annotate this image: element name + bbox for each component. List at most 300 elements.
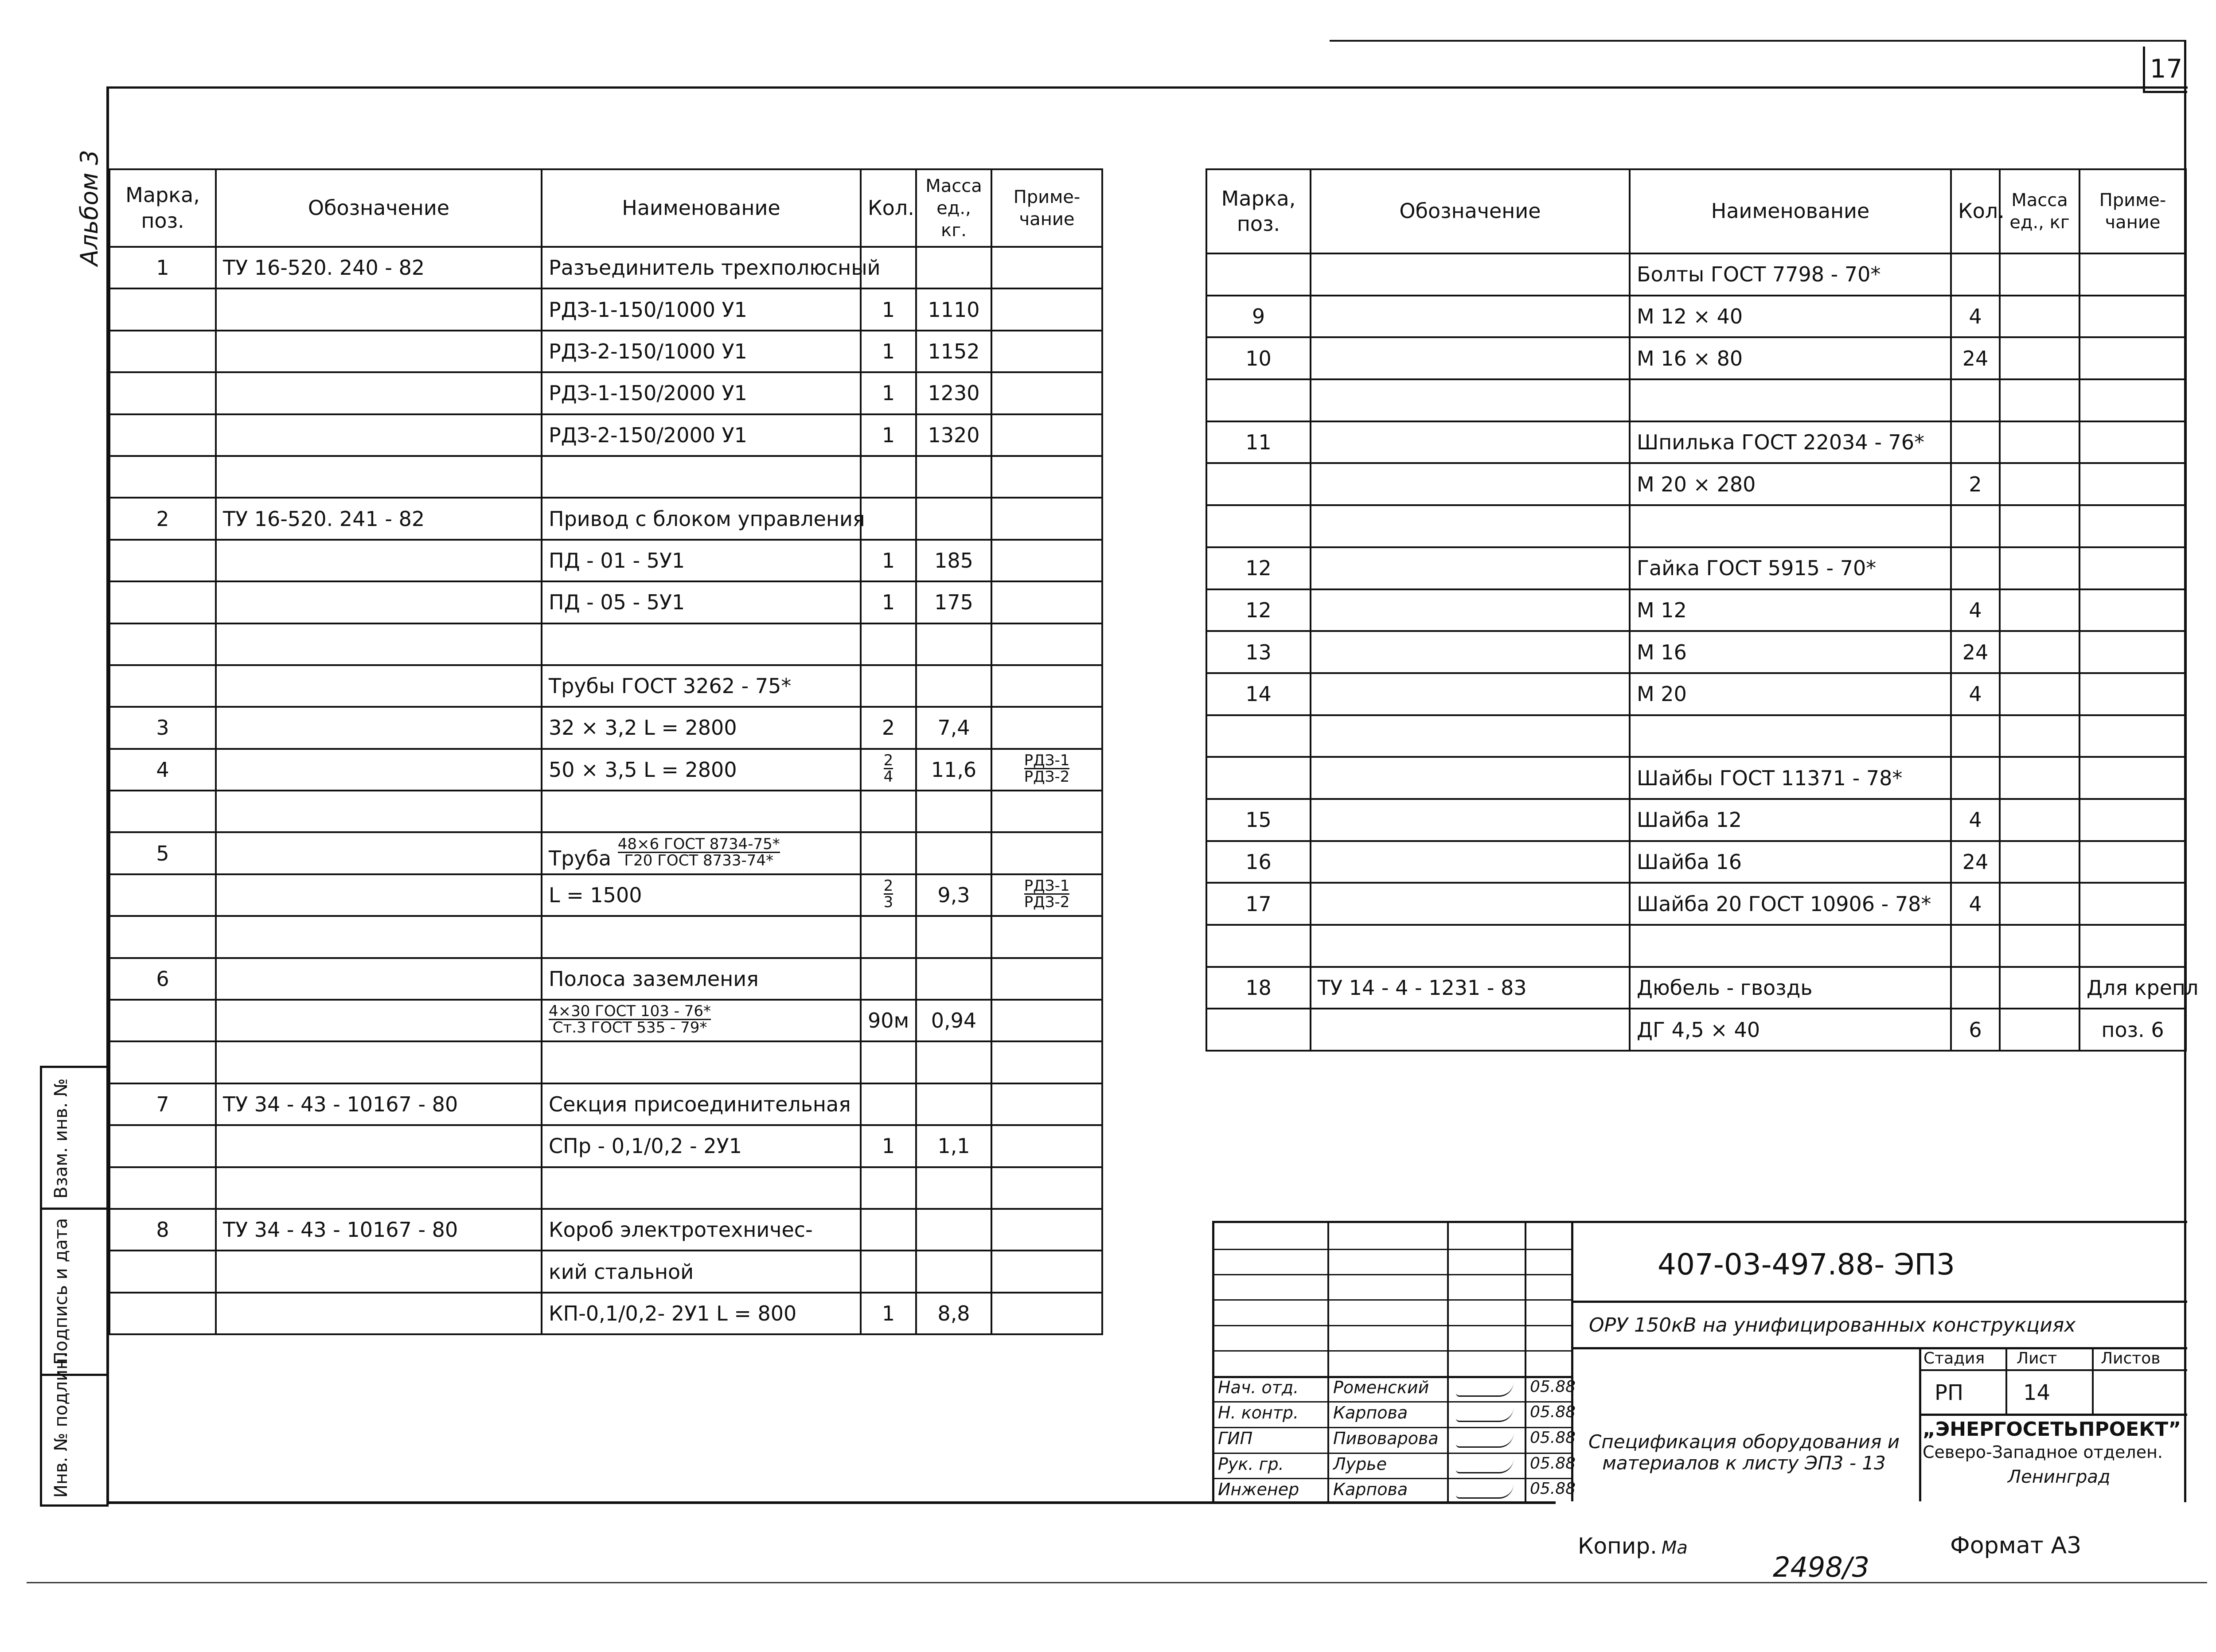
cell-qty xyxy=(861,665,916,707)
cell-mark xyxy=(109,581,216,623)
cell-name: М 16 xyxy=(1630,631,1951,673)
cell-mass xyxy=(916,623,991,665)
cell-qty: 4 xyxy=(1951,883,2000,925)
cell-qty xyxy=(861,1251,916,1292)
cell-name: М 16 × 80 xyxy=(1630,337,1951,379)
table-row xyxy=(109,1000,1102,1041)
cell-designation xyxy=(1311,841,1630,883)
staff-name: Карпова xyxy=(1333,1480,1408,1499)
cell-mass xyxy=(916,916,991,958)
table-row xyxy=(109,581,1102,623)
cell-designation xyxy=(1311,463,1630,505)
cell-name: Шайба 16 xyxy=(1630,841,1951,883)
staff-date: 05.88 xyxy=(1530,1403,1576,1421)
cell-note xyxy=(991,498,1102,539)
cell-name: Шайба 20 ГОСТ 10906 - 78* xyxy=(1630,883,1951,925)
note-fraction: $\frac{\text{РДЗ-1}}{\text{РДЗ-2}}$ xyxy=(1024,751,1070,786)
staff-name: Карпова xyxy=(1333,1403,1408,1422)
cell-mass xyxy=(2000,505,2079,547)
table-row xyxy=(1206,925,2186,967)
cell-mass xyxy=(2000,1009,2079,1051)
cell-designation xyxy=(216,414,542,456)
table-row xyxy=(109,414,1102,456)
cell-name: Шайбы ГОСТ 11371 - 78* xyxy=(1630,757,1951,799)
cell-note xyxy=(991,372,1102,414)
table-row xyxy=(1206,673,2186,715)
cell-name xyxy=(1630,505,1951,547)
stage-label: Стадия xyxy=(1923,1349,1985,1368)
cell-name: ПД - 01 - 5У1 xyxy=(542,540,861,581)
cell-mark: 17 xyxy=(1206,883,1311,925)
table-row xyxy=(109,1293,1102,1334)
cell-mass: 9,3 xyxy=(916,874,991,916)
table-row xyxy=(1206,1009,2186,1051)
cell-qty: 24 xyxy=(1951,631,2000,673)
staff-date: 05.88 xyxy=(1530,1480,1576,1498)
header-qty: Кол. xyxy=(861,169,916,247)
cell-designation xyxy=(1311,253,1630,296)
scan-bottom-line xyxy=(27,1582,2207,1583)
title-block xyxy=(1212,1221,2187,1504)
sheet-number: 14 xyxy=(2023,1380,2051,1405)
cell-name: Короб электротехничес- xyxy=(542,1209,861,1251)
cell-qty: 1 xyxy=(861,414,916,456)
frame-top-line xyxy=(1330,40,2185,42)
cell-designation xyxy=(216,749,542,791)
cell-name xyxy=(1630,925,1951,967)
org-name: „ЭНЕРГОСЕТЬПРОЕКТ” xyxy=(1923,1418,2181,1441)
cell-name: Дюбель - гвоздь xyxy=(1630,967,1951,1009)
cell-designation xyxy=(216,1125,542,1167)
cell-qty: 1 xyxy=(861,1125,916,1167)
header-mass: Масса ед., кг xyxy=(2000,169,2079,253)
cell-mass xyxy=(916,1041,991,1083)
cell-mark xyxy=(109,1167,216,1209)
cell-qty xyxy=(1951,253,2000,296)
table-row xyxy=(1206,463,2186,505)
cell-designation xyxy=(216,1293,542,1334)
cell-designation xyxy=(1311,589,1630,631)
cell-name: РДЗ-1-150/1000 У1 xyxy=(542,288,861,330)
cell-qty xyxy=(1951,421,2000,464)
table-row xyxy=(109,1251,1102,1292)
cell-note xyxy=(991,414,1102,456)
cell-name: РДЗ-1-150/2000 У1 xyxy=(542,372,861,414)
cell-qty: 1 xyxy=(861,1293,916,1334)
cell-mass xyxy=(2000,841,2079,883)
table-row xyxy=(109,288,1102,330)
staff-date: 05.88 xyxy=(1530,1454,1576,1473)
cell-mass xyxy=(916,832,991,874)
table-row xyxy=(1206,967,2186,1009)
doc-code: 407-03-497.88- ЭП3 xyxy=(1658,1247,1955,1282)
cell-mark: 6 xyxy=(109,958,216,1000)
cell-mark xyxy=(109,288,216,330)
cell-qty: 4 xyxy=(1951,296,2000,338)
cell-mass: 1152 xyxy=(916,331,991,372)
cell-name: РДЗ-2-150/1000 У1 xyxy=(542,331,861,372)
sheet-title: Спецификация оборудования и материалов к листу ЭП3 - 13 xyxy=(1588,1431,1900,1474)
cell-name: Гайка ГОСТ 5915 - 70* xyxy=(1630,547,1951,589)
cell-designation xyxy=(1311,547,1630,589)
cell-mass xyxy=(2000,547,2079,589)
cell-mark: 18 xyxy=(1206,967,1311,1009)
cell-qty: 4 xyxy=(1951,589,2000,631)
cell-note xyxy=(2079,296,2186,338)
cell-mass xyxy=(2000,253,2079,296)
table-row xyxy=(109,1209,1102,1251)
cell-qty: 24 xyxy=(1951,841,2000,883)
cell-name xyxy=(542,1041,861,1083)
cell-mass xyxy=(916,791,991,832)
cell-name: кий стальной xyxy=(542,1251,861,1292)
header-note: Приме-чание xyxy=(2079,169,2186,253)
cell-name: Шайба 12 xyxy=(1630,799,1951,841)
cell-mass xyxy=(916,498,991,539)
cell-mark: 4 xyxy=(109,749,216,791)
cell-qty xyxy=(861,958,916,1000)
cell-designation: ТУ 16-520. 240 - 82 xyxy=(216,247,542,288)
cell-designation xyxy=(216,1000,542,1041)
right-spec-table xyxy=(1206,168,2199,1052)
table-row xyxy=(109,916,1102,958)
cell-mass: 1320 xyxy=(916,414,991,456)
table-row xyxy=(109,247,1102,288)
signature-date-label: Подпись и дата xyxy=(51,1218,71,1365)
cell-name: Трубы ГОСТ 3262 - 75* xyxy=(542,665,861,707)
cell-mass xyxy=(916,665,991,707)
cell-note xyxy=(2079,841,2186,883)
cell-qty: 90м xyxy=(861,1000,916,1041)
cell-qty: 1 xyxy=(861,540,916,581)
cell-qty xyxy=(861,1041,916,1083)
cell-note xyxy=(991,707,1102,748)
cell-mark: 2 xyxy=(109,498,216,539)
cell-note xyxy=(991,1167,1102,1209)
cell-name: ПД - 05 - 5У1 xyxy=(542,581,861,623)
cell-note xyxy=(991,916,1102,958)
cell-mass: 185 xyxy=(916,540,991,581)
cell-name xyxy=(542,456,861,498)
cell-mass xyxy=(2000,631,2079,673)
cell-note xyxy=(991,288,1102,330)
cell-qty xyxy=(861,498,916,539)
cell-qty: 6 xyxy=(1951,1009,2000,1051)
table-row xyxy=(1206,631,2186,673)
cell-mass: 7,4 xyxy=(916,707,991,748)
table-row xyxy=(109,540,1102,581)
cell-mark: 3 xyxy=(109,707,216,748)
project-title: ОРУ 150кВ на унифицированных конструкциях xyxy=(1589,1314,2076,1336)
cell-qty xyxy=(861,749,916,791)
cell-designation xyxy=(216,372,542,414)
cell-mark xyxy=(1206,253,1311,296)
cell-qty: 1 xyxy=(861,331,916,372)
cell-mass xyxy=(916,1251,991,1292)
qty-fraction: $\frac{2}{3}$ xyxy=(883,877,893,912)
cell-mark: 7 xyxy=(109,1083,216,1125)
cell-mass: 1,1 xyxy=(916,1125,991,1167)
cell-qty: 2 xyxy=(861,707,916,748)
staff-name: Роменский xyxy=(1333,1378,1429,1397)
staff-role: Нач. отд. xyxy=(1218,1378,1299,1397)
cell-qty xyxy=(1951,925,2000,967)
cell-designation xyxy=(1311,296,1630,338)
cell-qty xyxy=(861,1209,916,1251)
cell-mass xyxy=(2000,757,2079,799)
cell-qty xyxy=(861,1167,916,1209)
cell-name xyxy=(1630,715,1951,757)
sheets-label: Листов xyxy=(2101,1349,2161,1368)
cell-mark xyxy=(1206,505,1311,547)
header-mark: Марка, поз. xyxy=(109,169,216,247)
table-row xyxy=(109,372,1102,414)
cell-designation xyxy=(216,1041,542,1083)
staff-role: Н. контр. xyxy=(1218,1403,1299,1422)
cell-mark: 10 xyxy=(1206,337,1311,379)
table-row xyxy=(109,331,1102,372)
format-label: Формат А3 xyxy=(1950,1532,2082,1559)
cell-designation xyxy=(216,288,542,330)
cell-note xyxy=(991,540,1102,581)
cell-designation xyxy=(216,1167,542,1209)
cell-mark: 14 xyxy=(1206,673,1311,715)
cell-note xyxy=(991,749,1102,791)
cell-qty xyxy=(861,1083,916,1125)
cell-name: СПр - 0,1/0,2 - 2У1 xyxy=(542,1125,861,1167)
cell-note xyxy=(991,874,1102,916)
cell-note xyxy=(2079,925,2186,967)
table-row xyxy=(109,1125,1102,1167)
cell-mark xyxy=(109,791,216,832)
cell-mass xyxy=(2000,799,2079,841)
cell-name: М 12 xyxy=(1630,589,1951,631)
cell-qty xyxy=(1951,757,2000,799)
cell-note xyxy=(2079,337,2186,379)
cell-qty xyxy=(1951,379,2000,421)
cell-mass xyxy=(2000,925,2079,967)
cell-designation: ТУ 14 - 4 - 1231 - 83 xyxy=(1311,967,1630,1009)
stage-value: РП xyxy=(1935,1380,1964,1405)
table-row xyxy=(109,623,1102,665)
cell-mass xyxy=(2000,589,2079,631)
cell-name xyxy=(542,791,861,832)
cell-mass xyxy=(916,1209,991,1251)
table-row xyxy=(109,749,1102,791)
cell-mark xyxy=(109,916,216,958)
cell-qty: 2 xyxy=(1951,463,2000,505)
order-number: 2498/3 xyxy=(1773,1551,1870,1583)
cell-mark: 11 xyxy=(1206,421,1311,464)
cell-qty xyxy=(861,623,916,665)
cell-note xyxy=(2079,715,2186,757)
cell-name: Шпилька ГОСТ 22034 - 76* xyxy=(1630,421,1951,464)
cell-mass xyxy=(916,1083,991,1125)
signature-mark xyxy=(1456,1382,1514,1397)
cell-mass xyxy=(2000,421,2079,464)
cell-mark: 12 xyxy=(1206,589,1311,631)
staff-name: Пивоварова xyxy=(1333,1429,1439,1448)
cell-mark xyxy=(109,414,216,456)
cell-designation xyxy=(1311,379,1630,421)
cell-mass xyxy=(2000,715,2079,757)
header-designation: Обозначение xyxy=(216,169,542,247)
cell-mark xyxy=(109,1125,216,1167)
table-row xyxy=(1206,547,2186,589)
cell-note xyxy=(991,623,1102,665)
cell-note xyxy=(2079,757,2186,799)
cell-qty: 1 xyxy=(861,288,916,330)
cell-mark xyxy=(109,665,216,707)
cell-name xyxy=(542,1167,861,1209)
cell-note xyxy=(991,1041,1102,1083)
cell-designation xyxy=(1311,337,1630,379)
cell-mass xyxy=(2000,337,2079,379)
cell-name: М 20 × 280 xyxy=(1630,463,1951,505)
cell-designation xyxy=(1311,673,1630,715)
cell-note xyxy=(991,832,1102,874)
cell-mark xyxy=(109,1293,216,1334)
cell-designation xyxy=(216,832,542,874)
cell-name: L = 1500 xyxy=(542,874,861,916)
table-row xyxy=(1206,883,2186,925)
cell-mass xyxy=(2000,967,2079,1009)
cell-qty xyxy=(1951,715,2000,757)
cell-mark: 8 xyxy=(109,1209,216,1251)
inv-original-label: Инв. № подлин. xyxy=(51,1352,71,1498)
cell-note xyxy=(2079,799,2186,841)
cell-mass: 175 xyxy=(916,581,991,623)
cell-qty: 4 xyxy=(1951,799,2000,841)
signature-mark xyxy=(1456,1459,1514,1473)
cell-name xyxy=(542,1000,861,1041)
cell-qty: 4 xyxy=(1951,673,2000,715)
cell-mark: 16 xyxy=(1206,841,1311,883)
cell-mass xyxy=(2000,883,2079,925)
cell-qty xyxy=(861,916,916,958)
cell-note xyxy=(991,581,1102,623)
cell-qty: 1 xyxy=(861,372,916,414)
cell-designation xyxy=(216,456,542,498)
cell-name: Труба $\frac{\text{48×6 ГОСТ 8734-75*}}{\text{Г20 ГОСТ 8733-74*}}$ xyxy=(542,832,861,874)
cell-mass xyxy=(2000,379,2079,421)
copy-signature: Ма xyxy=(1661,1538,1688,1558)
cell-name xyxy=(542,623,861,665)
table-row xyxy=(1206,296,2186,338)
header-name: Наименование xyxy=(1630,169,1951,253)
cell-designation xyxy=(1311,757,1630,799)
cell-name: РДЗ-2-150/2000 У1 xyxy=(542,414,861,456)
table-row xyxy=(1206,715,2186,757)
table-row xyxy=(109,958,1102,1000)
staff-name: Лурье xyxy=(1333,1454,1387,1474)
cell-note xyxy=(991,456,1102,498)
signature-mark xyxy=(1456,1407,1514,1422)
cell-mass: 0,94 xyxy=(916,1000,991,1041)
table-row xyxy=(109,874,1102,916)
cell-mark xyxy=(1206,379,1311,421)
album-label: Альбом 3 xyxy=(75,150,103,266)
staff-date: 05.88 xyxy=(1530,1378,1576,1396)
cell-designation xyxy=(216,916,542,958)
cell-note: поз. 6 xyxy=(2079,1009,2186,1051)
table-row xyxy=(109,498,1102,539)
cell-designation xyxy=(216,581,542,623)
cell-mass: 1230 xyxy=(916,372,991,414)
cell-mark xyxy=(109,623,216,665)
cell-name: 32 × 3,2 L = 2800 xyxy=(542,707,861,748)
staff-date: 05.88 xyxy=(1530,1429,1576,1447)
cell-name: 50 × 3,5 L = 2800 xyxy=(542,749,861,791)
cell-note xyxy=(991,1000,1102,1041)
table-row xyxy=(1206,505,2186,547)
cell-note xyxy=(991,331,1102,372)
table-row xyxy=(109,832,1102,874)
cell-note xyxy=(991,1209,1102,1251)
header-designation: Обозначение xyxy=(1311,169,1630,253)
header-mark: Марка, поз. xyxy=(1206,169,1311,253)
org-city: Ленинград xyxy=(2008,1467,2111,1487)
cell-mark xyxy=(109,874,216,916)
cell-mark: 1 xyxy=(109,247,216,288)
cell-designation xyxy=(1311,883,1630,925)
cell-name: Разъединитель трехполюсный xyxy=(542,247,861,288)
cell-designation xyxy=(1311,1009,1630,1051)
cell-designation xyxy=(216,623,542,665)
copy-label: Копир. Ма xyxy=(1578,1533,1688,1559)
cell-designation xyxy=(216,958,542,1000)
cell-note: Для крепл xyxy=(2079,967,2186,1009)
cell-note xyxy=(2079,421,2186,464)
cell-mass xyxy=(2000,463,2079,505)
table-row xyxy=(1206,421,2186,464)
sheet-label: Лист xyxy=(2017,1349,2057,1368)
cell-mark xyxy=(109,331,216,372)
cell-note xyxy=(991,791,1102,832)
header-note: Приме-чание xyxy=(991,169,1102,247)
cell-mark xyxy=(1206,757,1311,799)
cell-mass: 1110 xyxy=(916,288,991,330)
cell-mark xyxy=(1206,463,1311,505)
signature-mark xyxy=(1456,1433,1514,1448)
cell-name: ДГ 4,5 × 40 xyxy=(1630,1009,1951,1051)
table-row xyxy=(1206,379,2186,421)
cell-mark: 15 xyxy=(1206,799,1311,841)
table-row xyxy=(1206,253,2186,296)
cell-designation xyxy=(216,540,542,581)
staff-role: Рук. гр. xyxy=(1218,1454,1284,1474)
cell-mass xyxy=(916,1167,991,1209)
cell-mass xyxy=(2000,673,2079,715)
name-fraction: $\frac{\text{4×30 ГОСТ 103 - 76*}}{\text{Ст.3 ГОСТ 535 - 79*}}$ xyxy=(549,1002,711,1037)
cell-designation: ТУ 34 - 43 - 10167 - 80 xyxy=(216,1209,542,1251)
note-fraction: $\frac{\text{РДЗ-1}}{\text{РДЗ-2}}$ xyxy=(1024,877,1070,912)
name-fraction: $\frac{\text{48×6 ГОСТ 8734-75*}}{\text{Г20 ГОСТ 8733-74*}}$ xyxy=(617,835,780,869)
cell-designation xyxy=(216,874,542,916)
cell-name: Секция присоединительная xyxy=(542,1083,861,1125)
cell-mass: 8,8 xyxy=(916,1293,991,1334)
cell-mark xyxy=(1206,925,1311,967)
cell-note xyxy=(991,958,1102,1000)
cell-designation xyxy=(216,331,542,372)
cell-note xyxy=(2079,589,2186,631)
table-row xyxy=(1206,337,2186,379)
table-row xyxy=(109,456,1102,498)
cell-note xyxy=(991,1125,1102,1167)
cell-name: Болты ГОСТ 7798 - 70* xyxy=(1630,253,1951,296)
cell-mark xyxy=(109,456,216,498)
cell-designation: ТУ 16-520. 241 - 82 xyxy=(216,498,542,539)
